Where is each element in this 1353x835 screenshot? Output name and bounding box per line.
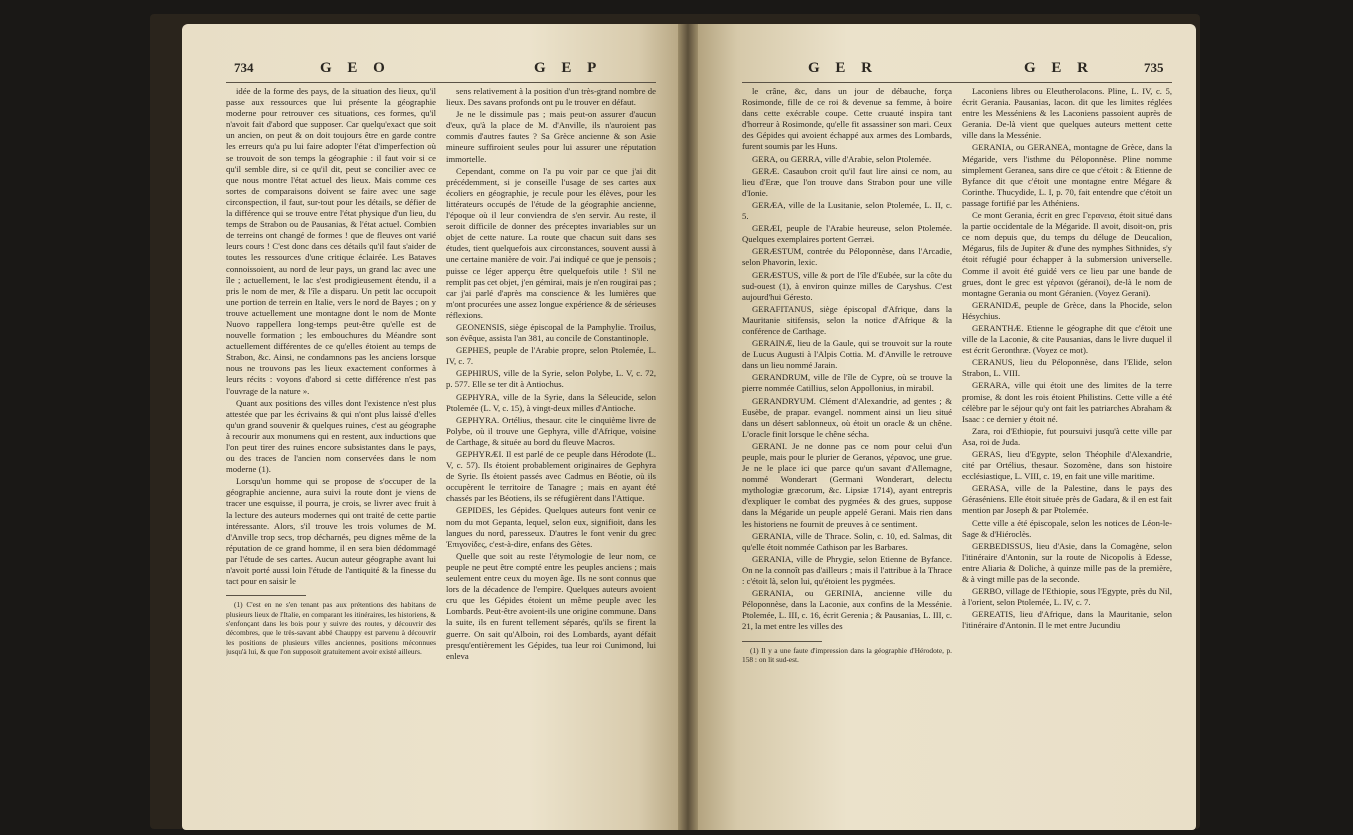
entry: GERANIA, ville de Thrace. Solin, c. 10, ed. Salmas, dit qu'elle étoit nommée Cathison par les Barbares. xyxy=(742,530,952,552)
paragraph: sens relativement à la position d'un très-grand nombre de lieux. Des savans profonds ont pu le trouver en défaut. xyxy=(446,86,656,108)
footnote: (1) C'est en ne s'en tenant pas aux prétentions des habitans de plusieurs lieux de l'Italie, en comparant les itinéraires, les historiens, & s'enfonçant dans les bois pour y suivre des routes, y découvrir des décombres, que le très-savant abbé Chauppy est parvenu à découvrir les positions de plusieurs villes anciennes, positions méconnues jusqu'à lui, & que l'on supposoit gratuitement avoir existé ailleurs. xyxy=(226,600,436,657)
entry: GEPHYRÆI. Il est parlé de ce peuple dans Hérodote (L. V, c. 57). Ils étoient probablement originaires de Gephyra de Syrie. Ils étoient passés avec Cadmus en Béotie, où ils occupèrent le territoire de Tanagre ; mais en ayant été chassés par les Béotiens, ils se réfugièrent dans l'Attique. xyxy=(446,449,656,504)
book-gutter xyxy=(678,24,698,830)
header-rule xyxy=(742,82,1172,83)
entry: GERA, ou GERRA, ville d'Arabie, selon Ptolemée. xyxy=(752,153,932,164)
entry: GERÆI, peuple de l'Arabie heureuse, selon Ptolemée. Quelques exemplaires portent Gerræi. xyxy=(742,223,952,245)
entry: GERANDRUM, ville de l'île de Cypre, où se trouve la pierre nommée Catillius, selon Appollonius, in mirabil. xyxy=(742,372,952,394)
entry: GEPHIRUS, ville de la Syrie, selon Polybe, L. V, c. 72, p. 577. Elle se ter dit à Antiochus. xyxy=(446,368,656,390)
paragraph: Lorsqu'un homme qui se propose de s'occuper de la géographie ancienne, aura suivi la route dont je viens de tracer une esquisse, il pourra, je crois, se livrer avec fruit à la lecture des auteurs modernes qui ont traité de cette partie intéressante. Alors, s'il trouve les trois volumes de M. d'Anville trop secs, trop décharnés, peu dignes même de la réputation de ce grand homme, il en sera bien dédommagé par l'étude de ses cartes. Aucun auteur géographe avant lui n'avoit porté aussi loin l'étude de l'antiquité & la finesse du tact pour en saisir le xyxy=(226,476,436,587)
entry: Quelle que soit au reste l'étymologie de leur nom, ce peuple ne peut être compté entre les peuples anciens ; mais seulement entre ceux du moyen âge. Ils ne sont connus que lors de la décadence de l'empire. Quelques auteurs avoient cru que les Gépides étoient un même peuple avec les Lombards. Peut-être avoient-ils une origine commune. Dans la suite, ils en furent tellement séparés, qu'ils se firent la guerre. On sait qu'Alboin, roi des Lombards, ayant défait presqu'entièrement les Gépides, tua leur roi Cunimond, lui enleva xyxy=(446,550,656,661)
entry: GEPHYRA, ville de la Syrie, dans la Séleucide, selon Ptolemée (L. V, c. 15), à vingt-deux milles d'Antioche. xyxy=(446,391,656,413)
page-number: 735 xyxy=(1144,60,1164,75)
paragraph: le crâne, &c, dans un jour de débauche, força Rosimonde, fille de ce roi & devenue sa femme, à boire dans cette exécrable coupe. Cette cruauté inspira tant d'horreur à Rosimonde, qu'elle fit assassiner son mari. Ceux des Gépides qui avoient échappé aux armes des Lombards, furent soumis par les Huns. xyxy=(742,86,952,152)
entry: GERANIDÆ, peuple de Grèce, dans la Phocide, selon Hésychius. xyxy=(962,299,1172,321)
entry: GERBEDISSUS, lieu d'Asie, dans la Comagène, selon l'itinéraire d'Antonin, sur la route de Nicopolis à Edesse, entre Aliaria & Doliche, à quinze mille pas de la première, & à vingt mille pas de la seconde. xyxy=(962,540,1172,585)
running-head-right: G E P xyxy=(534,60,603,76)
text-column-1 xyxy=(226,86,436,658)
entry: GEREATIS, lieu d'Afrique, dans la Mauritanie, selon l'itinéraire d'Antonin. Il le met entre Jucundiu xyxy=(962,609,1172,631)
entry: GERÆSTUM, contrée du Péloponnèse, dans l'Arcadie, selon Phavorin, lexic. xyxy=(742,246,952,268)
text-column-2 xyxy=(962,86,1172,633)
left-page xyxy=(182,24,678,830)
entry: GERÆ. Casaubon croit qu'il faut lire ainsi ce nom, au lieu d'Eræ, que l'on trouve dans Strabon pour une ville d'Ionie. xyxy=(742,165,952,198)
entry: GERASA, ville de la Palestine, dans le pays des Géraséniens. Elle étoit située près de Gadara, & il en est fait mention par Joseph & par Ptolemée. xyxy=(962,483,1172,516)
paragraph: Laconiens libres ou Eleutherolacons. Pline, L. IV, c. 5, écrit Gerania. Pausanias, lacon. dit que les limites réglées entre les Messéniens & les Laconiens passoient auprès de Gerania. De-là vient que quelques auteurs mettent cette ville dans la Messénie. xyxy=(962,86,1172,141)
right-page xyxy=(698,24,1196,830)
entry: GEPIDES, les Gépides. Quelques auteurs font venir ce nom du mot Gepanta, lequel, selon eux, signifioit, dans les langues du nord, paresseux. D'autres le font venir du grec Ἐπιγονίδες, c'est-à-dire, enfans des Gètes. xyxy=(446,505,656,549)
entry: GERANIA, ou GERINIA, ancienne ville du Péloponnèse, dans la Laconie, aux confins de la Messénie. Ptolemée, L. III, c. 16, écrit Gerenia ; & Pausanias, L. III, c. 21, la met entre les villes des xyxy=(742,588,952,632)
paragraph: Ce mont Gerania, écrit en grec Γερανεια, étoit situé dans la partie occidentale de la Mégaride. Il avoit, disoit-on, pris ce nom depuis que, du temps du déluge de Deucalion, Mégarus, fils de Jupiter & d'une des nymphes Sithnides, s'y étoit réfugié pour échapper à la submersion universelle. Comme il avoit été guidé vers ce lieu par une bande de grues, dont le grec est γέρανοι (géranoi), de-là le nom de montagne Gerania ou mont Géranien. (Voyez Gerani). xyxy=(962,210,1172,298)
entry: GERAINÆ, lieu de la Gaule, qui se trouvoit sur la route de Lucus Augusti à l'Alpis Cottia. M. d'Anville le retrouve dans un lieu nommé Jarain. xyxy=(742,338,952,371)
paragraph: Cependant, comme on l'a pu voir par ce que j'ai dit précédemment, si je conseille l'usage de ses cartes aux écoliers en géographie, je recule pour les élèves, pour les littérateurs occupés de l'étude de la géographie ancienne, l'époque où il leur conviendra de s'en servir. Au reste, il seroit difficile de donner des préceptes invariables sur un objet de cette nature. La route que chacun suit dans ses études, tient quelquefois aux circonstances, souvent aussi à une certaine manière de voir. J'ai indiqué ce que je pensois ; puisse ce léger apperçu être quelquefois utile ! S'il ne remplit pas cet objet, j'en gémirai, mais je n'en rougirai pas ; car j'ai parlé d'après ma conscience & les lumières que m'ont procurées une assez longue expérience & de sérieuses réflexions. xyxy=(446,165,656,320)
entry: GERARA, ville qui étoit une des limites de la terre promise, & dont les rois étoient Philistins. Cette ville a été célèbre par le séjour qu'y ont fait les patriarches Abraham & Isaac : ce dernier y étoit né. xyxy=(962,380,1172,424)
running-head-left: G E O xyxy=(320,60,391,76)
paragraph: Zara, roi d'Ethiopie, fut poursuivi jusqu'à cette ville par Asa, roi de Juda. xyxy=(962,425,1172,447)
entry: GERÆA, ville de la Lusitanie, selon Ptolemée, L. II, c. 5. xyxy=(742,199,952,222)
entry: GERANDRYUM. Clément d'Alexandrie, ad gentes ; & Eusèbe, de prapar. evangel. nomment ainsi un lieu situé dans un désert sablonneux, où étoit un oracle & un chêne. L'oracle finit lorsque le chêne sécha. xyxy=(742,395,952,439)
footnote-rule xyxy=(226,595,306,596)
paragraph: Quant aux positions des villes dont l'existence n'est plus attestée que par les écrivains & qui n'ont plus laissé d'elles qu'un grand souvenir & quelques ruines, c'est au géographe à recourir aux monumens qui en restent, aux inductions que l'on peut tirer des ruines encore subsistantes dans le pays, ou des traces de l'ancien nom conservées dans le nom moderne (1). xyxy=(226,397,436,475)
entry: GERANIA, ville de Phrygie, selon Etienne de Byfance. On ne la connoît pas d'ailleurs ; mais il l'attribue à la Thrace : c'étoit là, selon lui, qu'étoient les pygmées. xyxy=(742,553,952,587)
footnote: (1) Il y a une faute d'impression dans la géographie d'Hérodote, p. 158 : on lit sud-est. xyxy=(742,645,952,664)
text-column-2 xyxy=(446,86,656,663)
paragraph: idée de la forme des pays, de la situation des lieux, qu'il passe aux ressources que lui présente la géographie moderne pour retrouver ces situations, ces formes, qu'il n'avoit fait d'abord que supposer. Car quelqu'exact que soit un ancien, on peut & on doit toujours être en garde contre les erreurs qu'a pu lui faire adopter l'état d'imperfection où se trouvoit de son temps la géographie : il faut voir si ce qu'il semble dire, si ce qu'il dit, peut se concilier avec ce que nous montre l'état actuel des lieux. Mais comme ces sortes de comparaisons doivent se faire avec une sage circonspection, il faut, sur-tout pour les détails, se défier de la différence qui se trouve entre l'état physique d'un lieu, du temps de Strabon ou de Pausanias, & l'état actuel. Combien de terreins ont changé de formes ! que de fleuves ont varié leurs cours ! C'est donc dans ces détails qu'il faut s'aider de toutes les ressources d'une critique éclairée. Les Bataves connoissoient, au nord de leur pays, un grand lac avec une île ; actuellement, le lac s'est prodigieusement étendu, il a pris le nom de mer, & l'île a disparu. Un petit lac occupoit une portion de terrein en Italie, vers le nord de Bayes ; on y trouve actuellement une montagne dont le nom de Monte Nuovo rappellera long-temps peut-être qu'elle est de nouvelle formation ; les embouchures du Méandre sont actuellement différentes de ce qu'elles étoient au temps de Strabon, &c. Ainsi, ne condamnons pas les anciens lorsque nous ne trouvons pas les lieux exactement conformes à leurs récits : voyons d'abord si cette différence n'est pas l'ouvrage de la nature ». xyxy=(226,86,436,396)
entry: GERANIA, ou GERANEA, montagne de Grèce, dans la Mégaride, vers l'isthme du Péloponnèse. Pline nomme simplement Geranea, sans dire ce que c'étoit : & Etienne de Byfance dit que c'étoit une montagne entre Mégare & Corinthe. Thucydide, L. I, p. 70, fait entendre que c'étoit un passage fortifié par les Athéniens. xyxy=(962,142,1172,208)
text-column-1 xyxy=(742,86,952,665)
running-head-right: G E R xyxy=(1024,60,1095,76)
entry: GEONENSIS, siège épiscopal de la Pamphylie. Troilus, son évêque, assista l'an 381, au concile de Constantinople. xyxy=(446,321,656,344)
running-head-left: G E R xyxy=(808,60,879,76)
footnote-rule xyxy=(742,641,822,642)
entry: GERAFITANUS, siège épiscopal d'Afrique, dans la Mauritanie sitifensis, selon la notice d'Afrique & la conférence de Carthage. xyxy=(742,303,952,336)
entry: GERÆSTUS, ville & port de l'île d'Eubée, sur la côte du sud-ouest (1), à environ quinze milles de Caryshus. C'est aujourd'hui Géresto. xyxy=(742,269,952,302)
entry: CERANUS, lieu du Péloponnèse, dans l'Elide, selon Strabon, L. VIII. xyxy=(962,357,1172,379)
entry: GERBO, village de l'Ethiopie, sous l'Egypte, près du Nil, à l'orient, selon Ptolemée, L. IV, c. 7. xyxy=(962,586,1172,608)
paragraph: Cette ville a été épiscopale, selon les notices de Léon-le-Sage & d'Hiéroclès. xyxy=(962,517,1172,539)
entry: GEPHYRA. Ortélius, thesaur. cite le cinquième livre de Polybe, où il trouve une Gephyra, ville d'Afrique, voisine de Carthage, & située au bord du fleuve Macros. xyxy=(446,414,656,447)
page-number: 734 xyxy=(234,60,254,75)
entry: GERANTHÆ. Etienne le géographe dit que c'étoit une ville de la Laconie, & cite Pausanias, dans le livre duquel il est écrit Geronthræ. (Voyez ce mot). xyxy=(962,322,1172,356)
entry: GERANI. Je ne donne pas ce nom pour celui d'un peuple, mais pour le plurier de Geranos, γέρανος, une grue. Je ne le place ici que parce qu'un savant d'Allemagne, nommé Wonderart (Germani Wonderart, delectu mythologiæ græcorum, &c. Lipsiæ 1714), ayant entrepris d'expliquer le combat des pygmées & des grues, suppose dans la Mégaride un peuple appelé Gerani. Mais rien dans les historiens ne fournit de preuves à ce sentiment. xyxy=(742,440,952,529)
entry: GERAS, lieu d'Egypte, selon Théophile d'Alexandrie, cité par Ortélius, thesaur. Sozomène, dans son histoire ecclésiastique, L. VIII, c. 19, en fait une ville maritime. xyxy=(962,449,1172,482)
entry: GEPHES, peuple de l'Arabie propre, selon Ptolemée, L. IV, c. 7. xyxy=(446,345,656,367)
header-rule xyxy=(226,82,656,83)
paragraph: Je ne le dissimule pas ; mais peut-on assurer d'aucun d'eux, qu'à la place de M. d'Anville, ils n'auroient pas commis d'autres fautes ? Sa Grèce ancienne & son Asie mineure suffiroient seules pour lui assurer une réputation immortelle. xyxy=(446,109,656,164)
